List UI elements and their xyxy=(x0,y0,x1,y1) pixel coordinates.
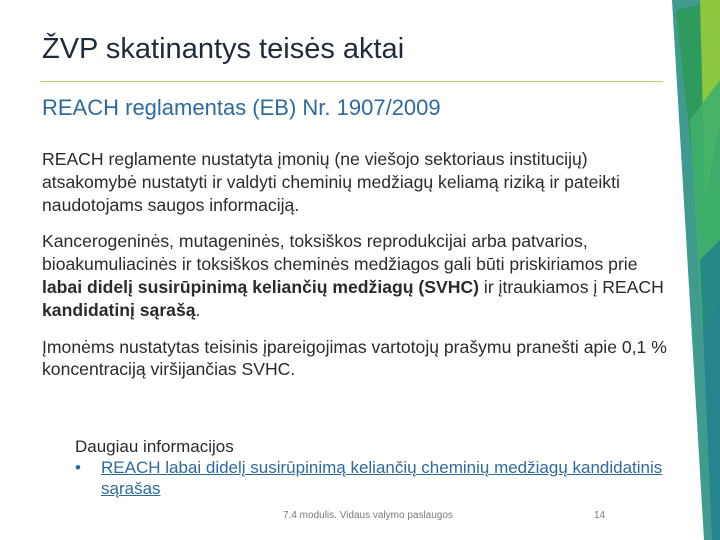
paragraph-svhc xyxy=(42,230,682,321)
slide-footer: 7.4 modulis. Vidaus valymo paslaugos xyxy=(283,510,453,521)
bullet-icon: • xyxy=(75,458,81,477)
paragraph-svhc-text-2: ir įtraukiamos į REACH xyxy=(479,276,664,297)
more-info-heading: Daugiau informacijos xyxy=(75,437,234,456)
paragraph-svhc-text-1: Kancerogeninės, mutageninės, toksiškos reprodukcijai arba patvarios, bioakumuliacinės ir toksiškos cheminės medžiagos gali būti priskiriamos prie xyxy=(42,231,638,275)
candidate-list-term: kandidatinį sąrašą xyxy=(42,299,196,320)
deco-light-green-shape xyxy=(700,0,720,200)
svhc-term: labai didelį susirūpinimą keliančių medžiagų (SVHC) xyxy=(42,276,480,297)
candidate-list-link[interactable]: REACH labai didelį susirūpinimą keliančių cheminių medžiagų kandidatinis sąrašas xyxy=(101,458,663,498)
more-info-section xyxy=(75,436,675,499)
page-number: 14 xyxy=(594,510,606,521)
paragraph-svhc-end: . xyxy=(195,299,201,320)
deco-mid-green-shape xyxy=(690,80,720,330)
slide-body xyxy=(42,148,682,395)
more-info-list-item xyxy=(75,457,675,499)
deco-dark-green-shape xyxy=(676,0,720,250)
title-divider xyxy=(40,81,663,82)
deco-teal-lower-shape xyxy=(700,240,720,540)
slide-subtitle: REACH reglamentas (EB) Nr. 1907/2009 xyxy=(42,95,441,120)
slide-title: ŽVP skatinantys teisės aktai xyxy=(42,33,405,65)
paragraph-responsibility: REACH reglamente nustatyta įmonių (ne viešojo sektoriaus institucijų) atsakomybė nustatyti ir valdyti cheminių medžiagų keliamą riziką ir pateikti naudotojams saugos informaciją. xyxy=(42,149,620,215)
paragraph-obligation: Įmonėms nustatytas teisinis įpareigojimas vartotojų prašymu pranešti apie 0,1 % koncentraciją viršijančias SVHC. xyxy=(42,336,667,380)
